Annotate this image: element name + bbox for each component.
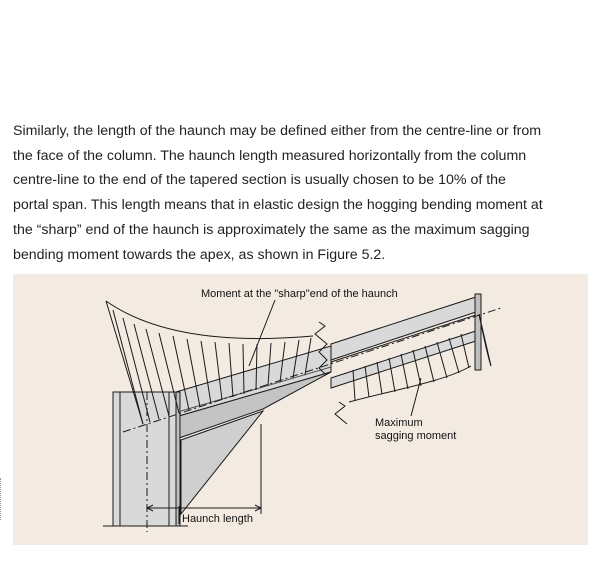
column-body [113, 392, 176, 526]
paragraph-line-4: portal span. This length means that in elastic design the hogging bending moment at [13, 197, 543, 214]
paragraph-line-3: centre-line to the end of the tapered section is usually chosen to be 10% of the [13, 172, 506, 189]
break-mark-right [335, 402, 347, 424]
label-sharp-end-moment: Moment at the "sharp"end of the haunch [201, 288, 398, 300]
hogging-moment-curve [106, 301, 313, 339]
leader-sharp-end [249, 300, 275, 366]
body-paragraph [13, 119, 593, 267]
figure-5-2-haunch-diagram [13, 274, 588, 545]
paragraph-line-2: the face of the column. The haunch length measured horizontally from the column [13, 147, 527, 164]
apex-plate [475, 294, 481, 370]
label-haunch-length: Haunch length [182, 513, 253, 525]
paragraph-line-5: the “sharp” end of the haunch is approximately the same as the maximum sagging [13, 221, 530, 238]
label-maximum: Maximum [375, 417, 423, 429]
label-sagging-moment: sagging moment [375, 430, 457, 442]
paragraph-line-6: bending moment towards the apex, as shown in Figure 5.2. [13, 246, 386, 263]
haunch-diagram-svg [13, 274, 588, 545]
rafter-apex-segment [331, 296, 479, 360]
column-end-plate [176, 392, 180, 526]
paragraph-line-1: Similarly, the length of the haunch may be defined either from the centre-line or from [13, 123, 542, 139]
page-edge-mark [0, 478, 3, 520]
leader-max-sagging [411, 378, 421, 416]
